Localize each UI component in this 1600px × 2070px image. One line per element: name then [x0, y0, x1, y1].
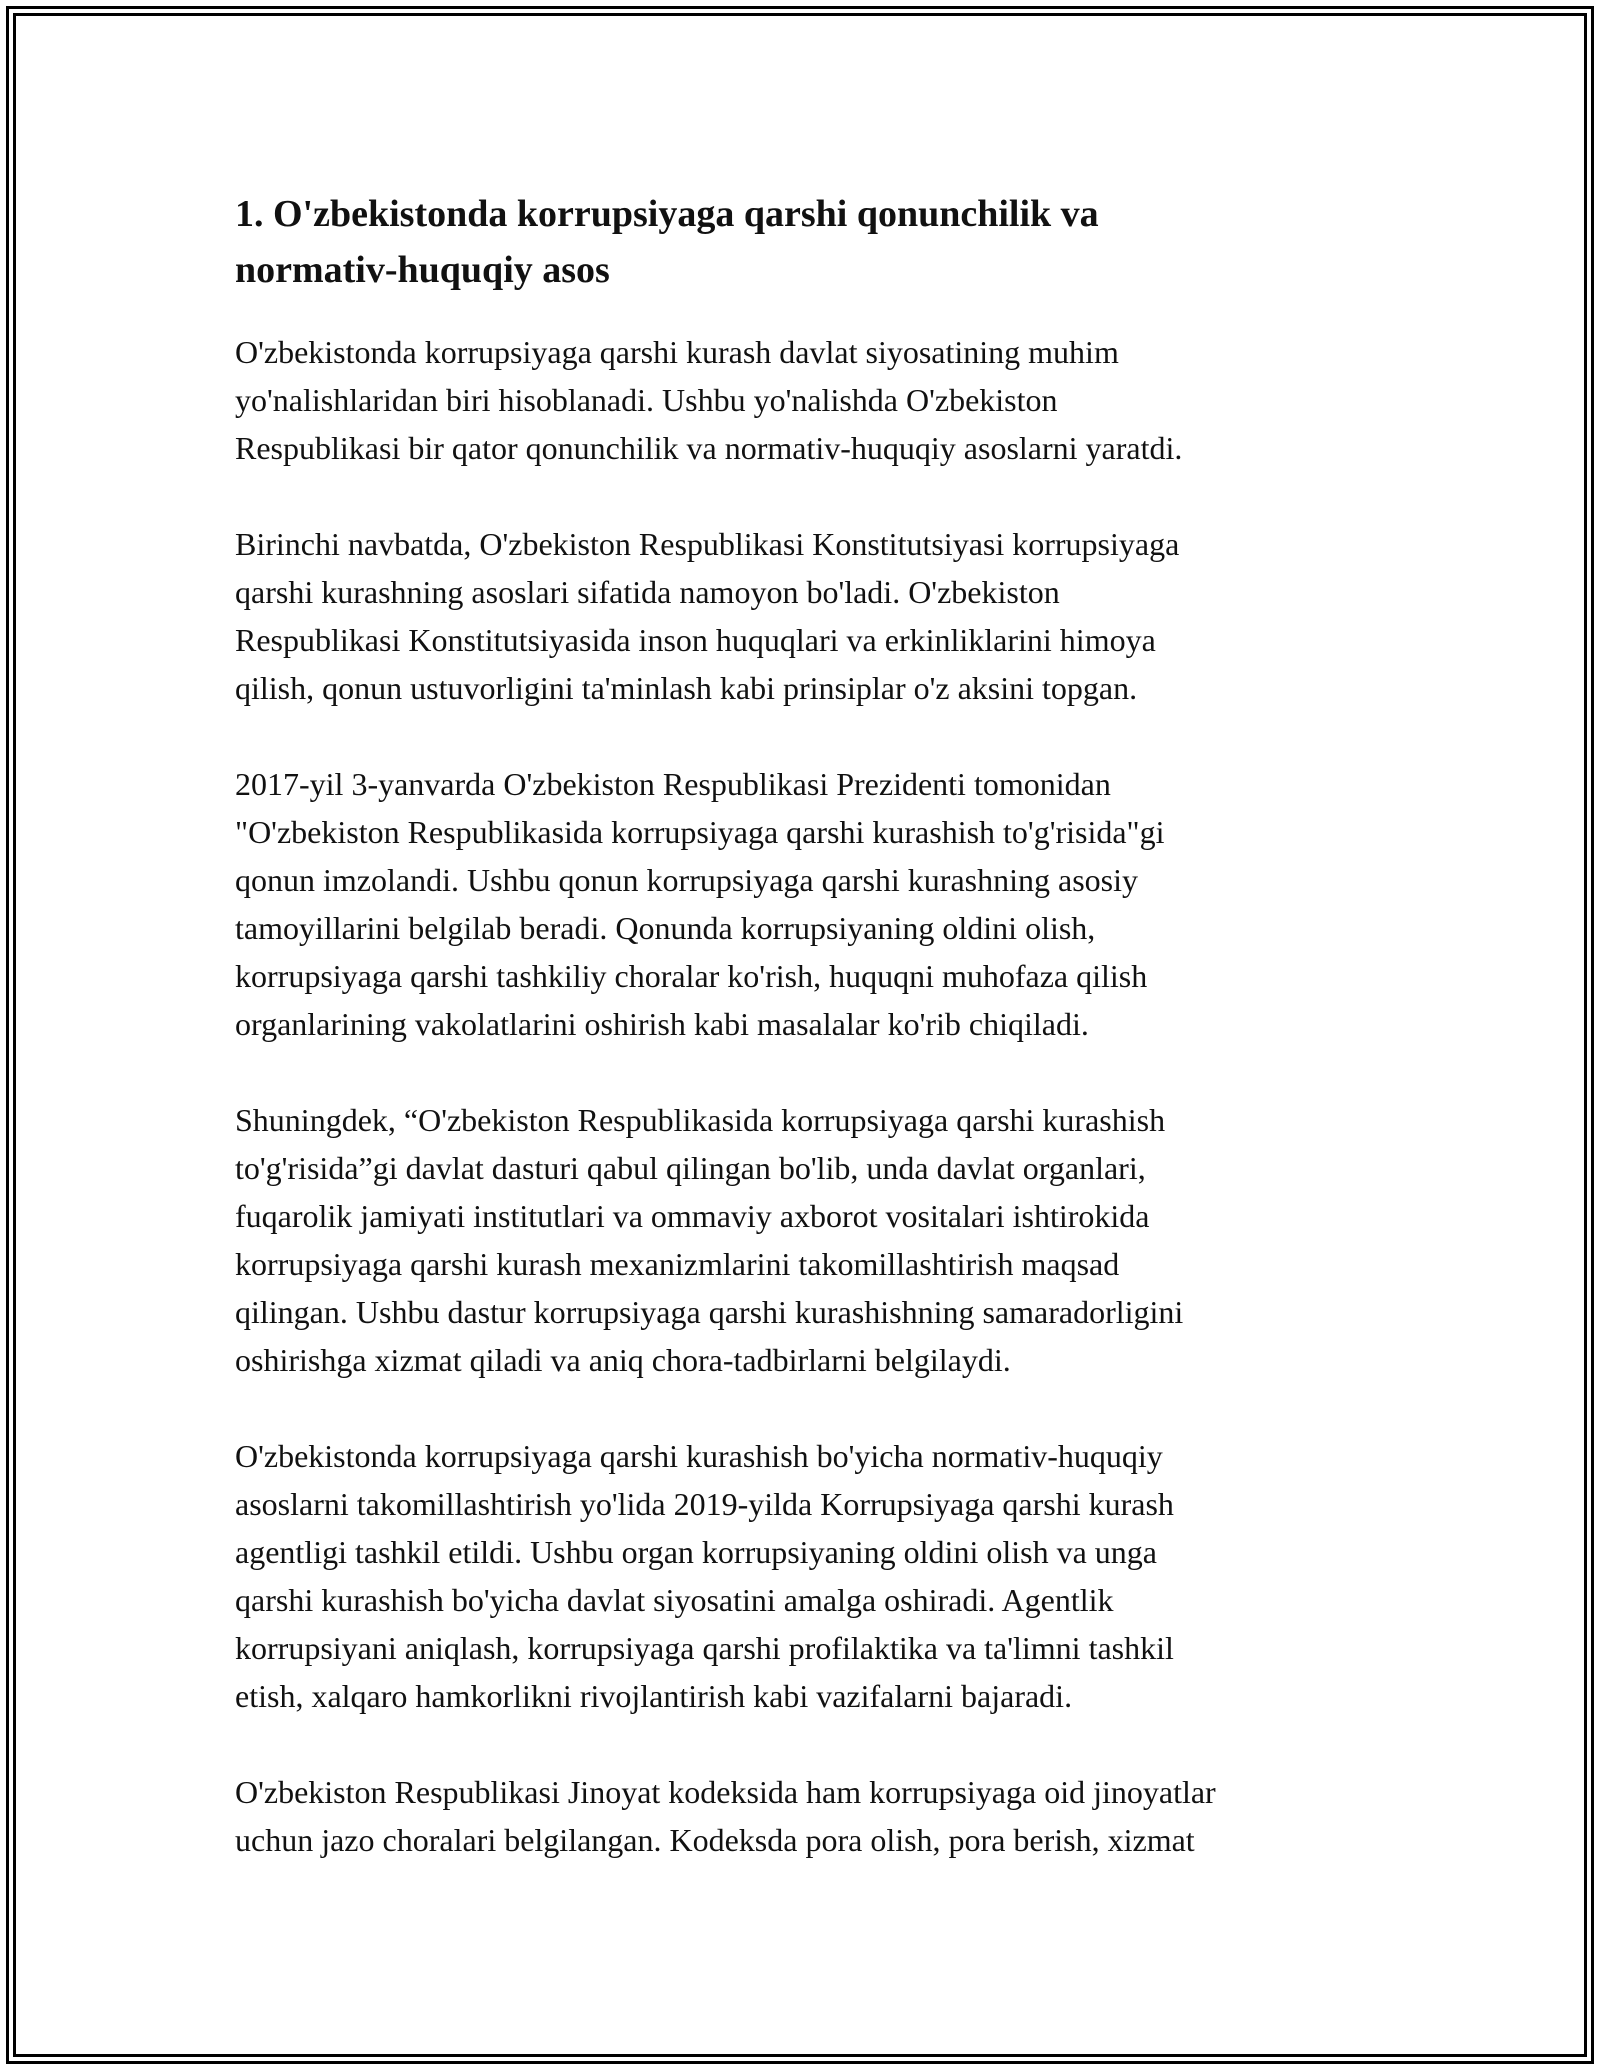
document-body	[235, 186, 1385, 1912]
section-heading: 1. O'zbekistonda korrupsiyaga qarshi qonunchilik va normativ-huquqiy asos	[235, 193, 1099, 291]
paragraph-4: Shuningdek, “O'zbekiston Respublikasida korrupsiyaga qarshi kurashish to'g'risida”gi davlat dasturi qabul qilingan bo'lib, unda davlat organlari, fuqarolik jamiyati institutlari va ommaviy axborot vositalari ishtirokida korrupsiyaga qarshi kurash mexanizmlarini takomillashtirish maqsad qilingan. Ushbu dastur korrupsiyaga qarshi kurashishning samaradorligini oshirishga xizmat qiladi va aniq chora-tadbirlarni belgilaydi.	[235, 1102, 1184, 1378]
paragraph-2: Birinchi navbatda, O'zbekiston Respublikasi Konstitutsiyasi korrupsiyaga qarshi kurashning asoslari sifatida namoyon bo'ladi. O'zbekiston Respublikasi Konstitutsiyasida inson huquqlari va erkinliklarini himoya qilish, qonun ustuvorligini ta'minlash kabi prinsiplar o'z aksini topgan.	[235, 526, 1180, 706]
paragraph-5: O'zbekistonda korrupsiyaga qarshi kurashish bo'yicha normativ-huquqiy asoslarni takomillashtirish yo'lida 2019-yilda Korrupsiyaga qarshi kurash agentligi tashkil etildi. Ushbu organ korrupsiyaning oldini olish va unga qarshi kurashish bo'yicha davlat siyosatini amalga oshiradi. Agentlik korrupsiyani aniqlash, korrupsiyaga qarshi profilaktika va ta'limni tashkil etish, xalqaro hamkorlikni rivojlantirish kabi vazifalarni bajaradi.	[235, 1438, 1174, 1714]
paragraph-6: O'zbekiston Respublikasi Jinoyat kodeksida ham korrupsiyaga oid jinoyatlar uchun jazo choralari belgilangan. Kodeksda pora olish, pora berish, xizmat	[235, 1774, 1216, 1858]
paragraph-3: 2017-yil 3-yanvarda O'zbekiston Respublikasi Prezidenti tomonidan "O'zbekiston Respublikasida korrupsiyaga qarshi kurashish to'g'risida"gi qonun imzolandi. Ushbu qonun korrupsiyaga qarshi kurashning asosiy tamoyillarini belgilab beradi. Qonunda korrupsiyaning oldini olish, korrupsiyaga qarshi tashkiliy choralar ko'rish, huquqni muhofaza qilish organlarining vakolatlarini oshirish kabi masalalar ko'rib chiqiladi.	[235, 766, 1165, 1042]
paragraph-1: O'zbekistonda korrupsiyaga qarshi kurash davlat siyosatining muhim yo'nalishlaridan biri hisoblanadi. Ushbu yo'nalishda O'zbekiston Respublikasi bir qator qonunchilik va normativ-huquqiy asoslarni yaratdi.	[235, 334, 1183, 466]
